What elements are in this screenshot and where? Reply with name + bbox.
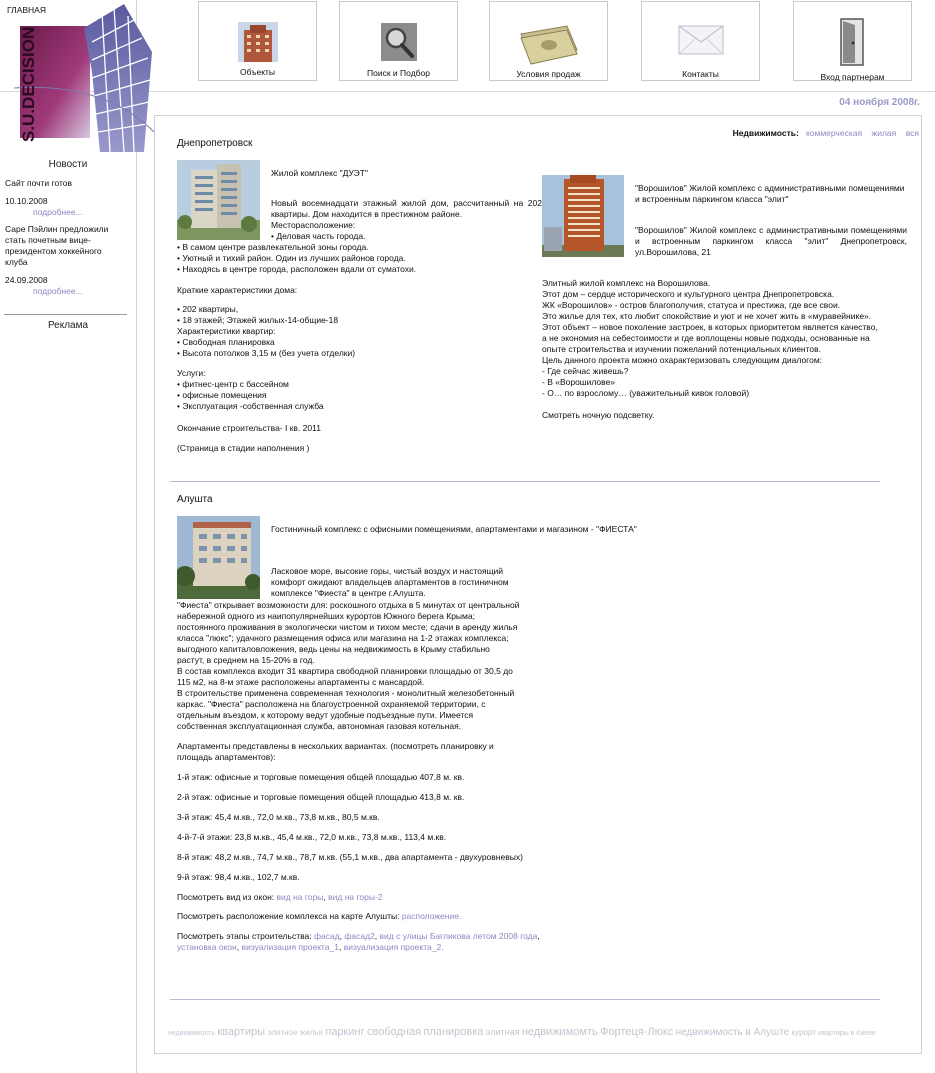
voroshilov-line: Этот объект – новое поколение застроек, в которых приоритетом является качество, (542, 322, 878, 332)
floor-plan-link[interactable]: 8-й этаж: 48,2 м.кв., 74,7 м.кв., 78,7 м.кв. (55,1 м.кв., два апартамента - двухуровневых) (177, 852, 523, 862)
logo-text: S.U.DECISION (19, 26, 38, 142)
duet-line: • Эксплуатация -собственная служба (177, 401, 324, 411)
news-title: Новости (48, 159, 88, 170)
city-heading: Алушта (177, 494, 213, 505)
news-item-title[interactable]: Саре Пэйлин предложили стать почетным вице-президентом хоккейного клуба (5, 224, 109, 267)
footer-tag[interactable]: жилье (299, 1028, 323, 1037)
footer-tag[interactable]: курорт (791, 1028, 816, 1037)
nav-sales-terms[interactable] (489, 1, 608, 81)
apartments-intro: площадь апартаментов): (177, 752, 276, 762)
map-label: Посмотреть расположение комплекса на карте Алушты: (177, 911, 400, 921)
news-item-date: 10.10.2008 (5, 196, 48, 206)
fiesta-photo[interactable] (177, 516, 260, 599)
home-link-label: ГЛАВНАЯ (7, 5, 46, 15)
nav-search[interactable] (339, 1, 458, 81)
footer-tag-cloud (168, 1026, 928, 1040)
fiesta-body-line: 115 м2, на 8-м этаже расположены апартаменты с мансардой. (177, 677, 425, 687)
section-separator (170, 481, 880, 482)
voroshilov-line: а не экономия на себестоимости и где воплощены новые подходы, основанные на (542, 333, 870, 343)
voroshilov-intro: "Ворошилов" Жилой комплекс с административными помещениями и встроенным паркингом класса "элит" Днепропетровск, ул.Ворошилова, 21 (635, 225, 907, 257)
nav-label: Условия продаж (516, 69, 581, 79)
fiesta-body-line: каркас. "Фиеста" расположена на благоустроенной охраняемой территории, с (177, 699, 486, 709)
voroshilov-photo[interactable] (542, 175, 624, 257)
footer-tag[interactable]: недвижимость (168, 1030, 215, 1037)
duet-line: • офисные помещения (177, 390, 267, 400)
stage-visualization-2-link[interactable]: визуализация проекта_2. (343, 942, 444, 952)
fiesta-intro-line: комфорт ожидают владельцев апартаментов в гостиничном (271, 577, 509, 587)
voroshilov-line: Элитный жилой комплекс на Ворошилова. (542, 278, 711, 288)
floor-plan-link[interactable]: 3-й этаж: 45,4 м.кв., 72,0 м.кв., 73,8 м.кв., 80,5 м.кв. (177, 812, 380, 822)
floor-plan-link[interactable]: 9-й этаж: 98,4 м.кв., 102,7 м.кв. (177, 872, 300, 882)
duet-line: (Страница в стадии наполнения ) (177, 443, 310, 453)
voroshilov-line: - В «Ворошилове» (542, 377, 616, 387)
duet-intro: Новый восемнадцати этажный жилой дом, рассчитанный на 202 квартиры. Дом находится в престижном районе. (271, 198, 542, 219)
footer-tag[interactable]: недвижимомть (521, 1026, 598, 1038)
duet-line: • Деловая часть города. (271, 231, 366, 241)
nav-contacts[interactable] (641, 1, 760, 81)
nav-label: Объекты (239, 67, 276, 77)
footer-tag[interactable]: недвижимость в Алуште (675, 1027, 790, 1038)
view-mountains-link[interactable]: вид на горы (276, 892, 324, 902)
duet-line: • 202 квартиры, (177, 304, 239, 314)
city-heading: Днепропетровск (177, 138, 253, 149)
fiesta-intro-line: комплексе "Фиеста" в центре г.Алушта. (271, 588, 426, 598)
footer-tag[interactable]: свободная (366, 1026, 422, 1038)
floor-plan-link[interactable]: 2-й этаж: офисные и торговые помещения общей площадью 413,8 м. кв. (177, 792, 465, 802)
stage-visualization-1-link[interactable]: визуализация проекта_1 (241, 942, 340, 952)
footer-tag[interactable]: элитное (267, 1028, 298, 1037)
fiesta-body-line: класса "люкс"; удачного размещения офиса или магазина на 1-2 этажах комплекса; (177, 633, 509, 643)
voroshilov-line: ЖК «Ворошилов» - остров благополучия, статуса и престижа, где все свои. (542, 300, 841, 310)
magnifier-icon (381, 23, 417, 61)
duet-line: • В самом центре развлекательной зоны города. (177, 242, 369, 252)
duet-line: • Высота потолков 3,15 м (без учета отделки) (177, 348, 356, 358)
duet-title-link[interactable]: Жилой комплекс "ДУЭТ" (271, 168, 368, 178)
stages-label: Посмотреть этапы строительства: (177, 931, 312, 941)
fiesta-intro-line: Ласковое море, высокие горы, чистый воздух и настоящий (271, 566, 504, 576)
duet-line: • Свободная планировка (177, 337, 275, 347)
voroshilov-title-link[interactable]: "Ворошилов" Жилой комплекс с административными помещениями и встроенным паркингом класса "элит" (635, 183, 905, 204)
footer-tag[interactable]: планировка (423, 1026, 484, 1038)
footer-tag[interactable]: квартиры в Киеве (818, 1030, 876, 1037)
stage-windows-link[interactable]: установка окон (177, 942, 237, 952)
window-view-label: Посмотреть вид из окон: (177, 892, 275, 902)
duet-photo[interactable] (177, 160, 260, 240)
voroshilov-line: - О… по взрослому… (уважительный кивок головой) (542, 388, 750, 398)
section-separator (170, 999, 880, 1000)
nav-objects[interactable] (198, 1, 317, 81)
voroshilov-line: Это жилье для тех, кто любит спокойствие и уют и не хочет жить в «муравейнике». (542, 311, 872, 321)
duet-line: Месторасположение: (271, 220, 356, 230)
money-icon (517, 16, 581, 66)
property-filter (733, 128, 919, 139)
duet-line: • 18 этажей; Этажей жилых-14-общие-18 (177, 315, 339, 325)
fiesta-body-line: растут, в среднем на 15-20% в год. (177, 655, 315, 665)
filter-all[interactable]: вся (905, 128, 919, 138)
location-link[interactable]: расположение. (401, 911, 462, 921)
footer-tag[interactable]: паркинг (325, 1026, 365, 1038)
fiesta-body-line: постоянного проживания в экологически чистом и тихом месте; сдачи в аренду жилья (177, 622, 518, 632)
apartments-intro: Апартаменты представлены в нескольких вариантах. (посмотреть планировку и (177, 741, 494, 751)
fiesta-body-line: выгодного капиталовложения, ведь цены на недвижимость в Крыму стабильно (177, 644, 490, 654)
duet-line: Характеристики квартир: (177, 326, 276, 336)
duet-line: Окончание строительства- I кв. 2011 (177, 423, 321, 433)
footer-tag[interactable]: квартиры (217, 1026, 266, 1038)
current-date: 04 ноября 2008г. (839, 97, 920, 108)
night-lighting-link[interactable]: Смотреть ночную подсветку. (542, 410, 655, 420)
news-item-title[interactable]: Сайт почти готов (5, 178, 73, 188)
envelope-icon (677, 22, 725, 58)
duet-line: Краткие характеристики дома: (177, 285, 298, 295)
fiesta-body-line: набережной одного из наипопулярнейших курортов Южного берега Крыма; (177, 611, 475, 621)
stage-street-view-link[interactable]: вид с улицы Багликова летом 2008 года (379, 931, 538, 941)
duet-line: • Уютный и тихий район. Один из лучших районов города. (177, 253, 406, 263)
nav-partner-login[interactable] (793, 1, 912, 81)
news-more-link[interactable]: подробнее... (33, 207, 83, 217)
footer-tag[interactable]: Фортеця-Люкс (600, 1026, 674, 1038)
voroshilov-line: Этот дом – сердце исторического и культурного центра Днепропетровска. (542, 289, 835, 299)
site-logo[interactable] (14, 2, 154, 162)
nav-label: Контакты (682, 69, 719, 79)
nav-label: Поиск и Подбор (367, 68, 430, 78)
fiesta-body-line: В состав комплекса входит 31 квартира свободной планировки площадью от 30,5 до (177, 666, 513, 676)
building-icon (238, 22, 278, 62)
sidebar-separator (4, 314, 127, 315)
news-item-date: 24.09.2008 (5, 275, 48, 285)
stage-facade-link[interactable]: фасад (313, 931, 340, 941)
footer-tag[interactable]: элитная (485, 1027, 520, 1037)
ads-title: Реклама (47, 320, 89, 331)
voroshilov-line: - Где сейчас живешь? (542, 366, 629, 376)
news-more-link[interactable]: подробнее... (33, 286, 83, 296)
duet-line: • Находясь в центре города, расположен вдали от суматохи. (177, 264, 417, 274)
fiesta-body-line: отдельным въездом, к которому ведут удобные подъездные пути. Имеется (177, 710, 474, 720)
window-view-row: Посмотреть вид из окон: вид на горы, вид на горы-2 (177, 892, 383, 902)
nav-label: Вход партнерам (820, 72, 885, 82)
fiesta-title-line[interactable]: Гостиничный комплекс с офисными помещениями, апартаментами и магазином - "ФИЕСТА" (271, 524, 637, 534)
filter-label: Недвижимость: (732, 128, 799, 138)
fiesta-body-line: собственная эксплуатационная служба, автономная газовая котельная. (177, 721, 462, 731)
stages-row: Посмотреть этапы строительства: фасад, фасад2, вид с улицы Багликова летом 2008 года, установка окон, визуализация проекта_1, визуализация проекта_2. (177, 931, 540, 952)
duet-line: • фитнес-центр с бассейном (177, 379, 289, 389)
filter-residential[interactable]: жилая (871, 128, 897, 138)
floor-plan-link[interactable]: 1-й этаж: офисные и торговые помещения общей площадью 407,8 м. кв. (177, 772, 465, 782)
voroshilov-line: опыте строительства и изучении пожеланий потенциальных клиентов. (542, 344, 822, 354)
filter-commercial[interactable]: коммерческая (805, 128, 863, 138)
stage-facade2-link[interactable]: фасад2 (344, 931, 375, 941)
floor-plan-link[interactable]: 4-й-7-й этажи: 23,8 м.кв., 45,4 м.кв., 72,0 м.кв., 73,8 м.кв., 113,4 м.кв. (177, 832, 447, 842)
duet-line: Услуги: (177, 368, 206, 378)
view-mountains-2-link[interactable]: вид на горы-2 (328, 892, 383, 902)
fiesta-body-line: В строительстве применена современная технология - монолитный железобетонный (177, 688, 515, 698)
fiesta-body-line: "Фиеста" открывает возможности для: роскошного отдыха в 5 минутах от центральной (177, 600, 520, 610)
voroshilov-line: Цель данного проекта можно охарактеризовать следующим диалогом: (542, 355, 823, 365)
door-icon (839, 17, 867, 67)
map-row (177, 911, 461, 922)
